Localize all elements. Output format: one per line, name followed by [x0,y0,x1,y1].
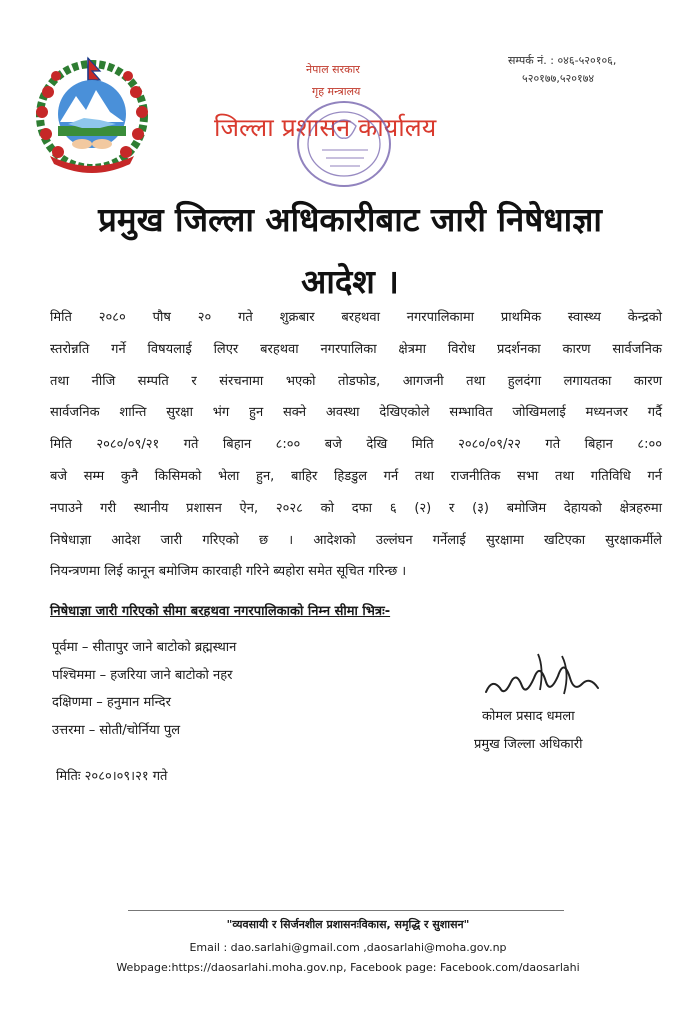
restricted-area-heading: निषेधाज्ञा जारी गरिएको सीमा बरहथवा नगरपालिकाको निम्न सीमा भित्रः- [50,604,391,619]
body-line: सार्वजनिक शान्ति सुरक्षा भंग हुन सक्ने अवस्था देखिएकोले सम्भावित जोखिमलाई मध्यनजर गर्दै [50,405,662,421]
contact-line: ५२०१७७,५२०१७४ [522,72,595,85]
body-line: मिति २०८० पौष २० गते शुक्रबार बरहथवा नगरपालिकामा प्राथमिक स्वास्थ्य केन्द्रको [50,310,662,325]
issue-date: मितिः २०८०।०९।२१ गते [56,769,168,784]
handwritten-signature [478,648,608,708]
boundary-list [52,634,236,744]
government-name: नेपाल सरकार [306,63,360,76]
signatory-title: प्रमुख जिल्ला अधिकारी [474,737,583,752]
signatory-name: कोमल प्रसाद धमला [482,709,575,724]
footer-webpage: Webpage:https://daosarlahi.moha.gov.np, Facebook page: Facebook.com/daosarlahi [116,961,580,974]
body-line: निषेधाज्ञा आदेश जारी गरिएको छ । आदेशको उल्लंघन गर्नेलाई सुरक्षामा खटिएका सुरक्षाकर्मीले [50,532,662,548]
body-line: मिति २०८०/०९/२१ गते बिहान ८:०० बजे देखि मिति २०८०/०९/२२ गते बिहान ८:०० [50,437,662,453]
contact-numbers [508,52,616,88]
footer-divider [128,910,564,911]
body-line: नपाउने गरी स्थानीय प्रशासन ऐन, २०२८ को दफा ६ (२) र (३) बमोजिम देहायको क्षेत्रहरुमा [50,500,662,516]
office-title: जिल्ला प्रशासन कार्यालय [214,113,437,142]
boundary-east: पूर्वमा – सीतापुर जाने बाटोको ब्रह्मस्थान [52,640,237,655]
footer-email: Email : dao.sarlahi@gmail.com ,daosarlahi@moha.gov.np [189,941,507,954]
office-seal-stamp [292,96,396,192]
contact-line: सम्पर्क नं. : ०४६-५२०१०६, [508,54,617,67]
body-line: नियन्त्रणमा लिई कानून बमोजिम कारवाही गरिने ब्यहोरा समेत सूचित गरिन्छ । [50,564,407,580]
body-line: तथा नीजि सम्पति र संरचनामा भएको तोडफोड, आगजनी तथा हुलदंगा लगायतका कारण [50,373,662,389]
document-title-continued: आदेश । [301,262,399,301]
ministry-name: गृह मन्त्रालय [312,85,361,98]
boundary-west: पश्चिममा – हजरिया जाने बाटोको नहर [52,667,233,683]
body-line: स्तरोन्नति गर्ने विषयलाई लिएर बरहथवा नगरपालिका क्षेत्रमा विरोध प्रदर्शनका कारण सार्वजनिक [50,341,662,357]
nepal-government-emblem-icon [30,52,154,176]
footer-slogan: "व्यवसायी र सिर्जनशील प्रशासनःविकास, समृद्धि र सुशासन" [226,918,470,931]
boundary-south: दक्षिणमा – हनुमान मन्दिर [52,695,171,710]
document-title: प्रमुख जिल्ला अधिकारीबाट जारी निषेधाज्ञा [98,200,602,239]
body-line: बजे सम्म कुनै किसिमको भेला हुन, बाहिर हिडडुल गर्न तथा राजनीतिक सभा तथा गतिविधि गर्न [50,468,662,484]
order-body [50,302,662,588]
boundary-north: उत्तरमा – सोती/चोर्निया पुल [52,722,181,738]
